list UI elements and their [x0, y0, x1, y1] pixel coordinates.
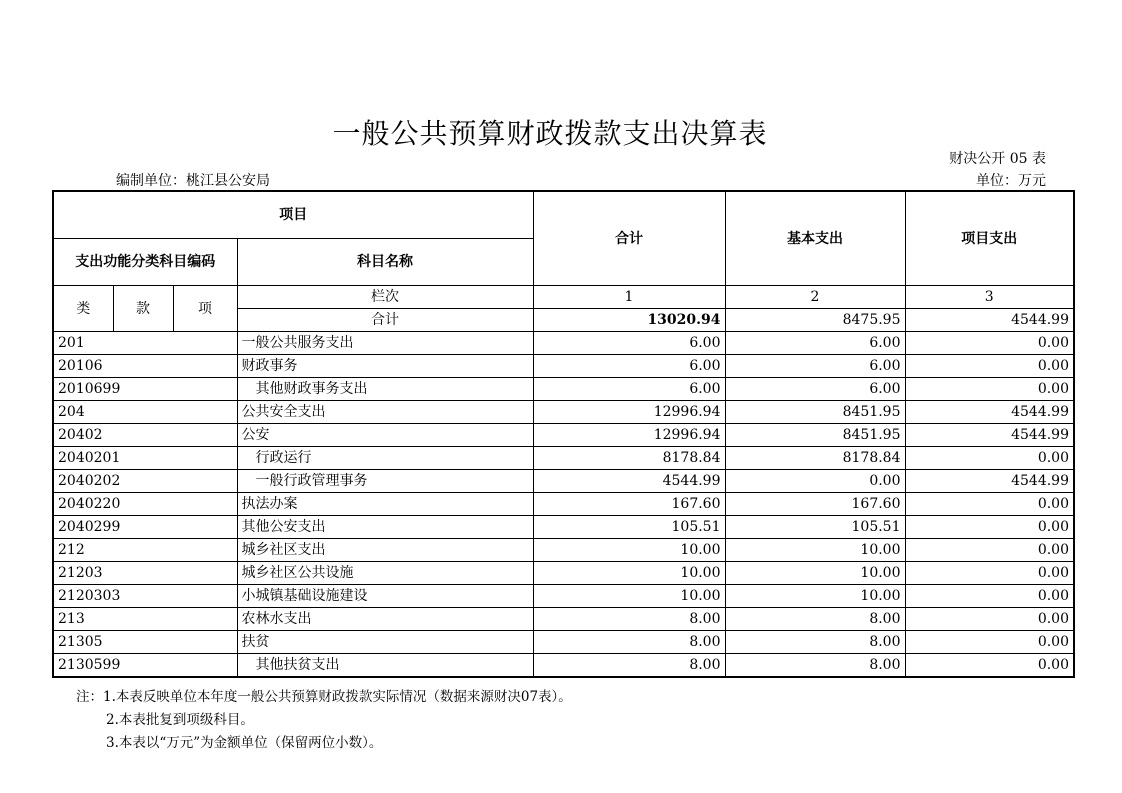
row-total: 8178.84	[533, 447, 725, 470]
row-code: 2040202	[53, 470, 237, 493]
row-name: 行政运行	[237, 447, 533, 470]
row-name: 扶贫	[237, 631, 533, 654]
row-total: 10.00	[533, 562, 725, 585]
row-basic: 8.00	[725, 654, 905, 678]
column-number-2: 2	[725, 286, 905, 309]
row-total: 8.00	[533, 608, 725, 631]
row-code: 20106	[53, 355, 237, 378]
row-project: 0.00	[905, 516, 1074, 539]
row-total: 105.51	[533, 516, 725, 539]
row-basic: 6.00	[725, 378, 905, 401]
header-name: 科目名称	[237, 239, 533, 286]
row-project: 0.00	[905, 378, 1074, 401]
table-row	[53, 562, 1074, 585]
total-row-total: 13020.94	[533, 309, 725, 332]
column-label: 栏次	[237, 286, 533, 309]
row-project: 0.00	[905, 585, 1074, 608]
row-code: 2130599	[53, 654, 237, 678]
row-total: 12996.94	[533, 401, 725, 424]
table-row	[53, 447, 1074, 470]
column-number-3: 3	[905, 286, 1074, 309]
row-name: 农林水支出	[237, 608, 533, 631]
header-kuan: 款	[113, 286, 173, 332]
row-name: 公安	[237, 424, 533, 447]
row-basic: 8451.95	[725, 401, 905, 424]
row-code: 201	[53, 332, 237, 355]
row-project: 0.00	[905, 447, 1074, 470]
row-basic: 8451.95	[725, 424, 905, 447]
row-basic: 10.00	[725, 539, 905, 562]
table-row	[53, 401, 1074, 424]
row-code: 212	[53, 539, 237, 562]
table-row	[53, 355, 1074, 378]
header-total: 合计	[533, 191, 725, 286]
row-code: 213	[53, 608, 237, 631]
row-total: 8.00	[533, 654, 725, 678]
total-row-basic: 8475.95	[725, 309, 905, 332]
row-name: 执法办案	[237, 493, 533, 516]
row-name: 财政事务	[237, 355, 533, 378]
row-name: 城乡社区公共设施	[237, 562, 533, 585]
row-basic: 6.00	[725, 355, 905, 378]
row-basic: 167.60	[725, 493, 905, 516]
row-name: 其他公安支出	[237, 516, 533, 539]
row-name: 其他财政事务支出	[237, 378, 533, 401]
total-row-project: 4544.99	[905, 309, 1074, 332]
table-row	[53, 516, 1074, 539]
row-project: 4544.99	[905, 424, 1074, 447]
row-total: 6.00	[533, 332, 725, 355]
row-project: 0.00	[905, 562, 1074, 585]
row-code: 204	[53, 401, 237, 424]
row-code: 2040299	[53, 516, 237, 539]
row-total: 6.00	[533, 355, 725, 378]
row-basic: 8.00	[725, 631, 905, 654]
row-code: 21203	[53, 562, 237, 585]
table-row	[53, 608, 1074, 631]
column-number-1: 1	[533, 286, 725, 309]
unit-label: 单位：万元	[976, 173, 1046, 189]
expenditure-table	[52, 190, 1075, 678]
row-code: 2040201	[53, 447, 237, 470]
row-name: 城乡社区支出	[237, 539, 533, 562]
row-project: 0.00	[905, 631, 1074, 654]
table-row	[53, 493, 1074, 516]
header-lei: 类	[53, 286, 113, 332]
table-row	[53, 539, 1074, 562]
row-project: 0.00	[905, 608, 1074, 631]
row-basic: 10.00	[725, 562, 905, 585]
notes	[76, 686, 572, 755]
row-total: 10.00	[533, 539, 725, 562]
row-code: 20402	[53, 424, 237, 447]
table-row	[53, 654, 1074, 678]
row-name: 一般行政管理事务	[237, 470, 533, 493]
row-total: 167.60	[533, 493, 725, 516]
page-title: 一般公共预算财政拨款支出决算表	[332, 117, 768, 150]
row-total: 10.00	[533, 585, 725, 608]
form-number: 财决公开 05 表	[949, 151, 1046, 167]
header-item: 项目	[53, 191, 533, 239]
row-basic: 8178.84	[725, 447, 905, 470]
row-total: 8.00	[533, 631, 725, 654]
total-row-label: 合计	[237, 309, 533, 332]
row-project: 4544.99	[905, 401, 1074, 424]
row-project: 0.00	[905, 654, 1074, 678]
table-row	[53, 585, 1074, 608]
row-total: 4544.99	[533, 470, 725, 493]
row-basic: 10.00	[725, 585, 905, 608]
row-basic: 8.00	[725, 608, 905, 631]
row-total: 6.00	[533, 378, 725, 401]
row-name: 公共安全支出	[237, 401, 533, 424]
table-row	[53, 332, 1074, 355]
organization-label: 编制单位：桃江县公安局	[116, 173, 270, 189]
row-code: 21305	[53, 631, 237, 654]
row-name: 其他扶贫支出	[237, 654, 533, 678]
row-project: 0.00	[905, 539, 1074, 562]
row-code: 2040220	[53, 493, 237, 516]
table-row	[53, 631, 1074, 654]
note-2: 2.本表批复到项级科目。	[106, 712, 254, 728]
note-1: 注：1.本表反映单位本年度一般公共预算财政拨款实际情况（数据来源财决07表）。	[76, 689, 572, 705]
row-project: 0.00	[905, 493, 1074, 516]
row-project: 0.00	[905, 355, 1074, 378]
row-basic: 0.00	[725, 470, 905, 493]
row-project: 4544.99	[905, 470, 1074, 493]
table-row	[53, 470, 1074, 493]
row-name: 一般公共服务支出	[237, 332, 533, 355]
header-basic: 基本支出	[725, 191, 905, 286]
row-code: 2010699	[53, 378, 237, 401]
header-project: 项目支出	[905, 191, 1074, 286]
row-name: 小城镇基础设施建设	[237, 585, 533, 608]
row-total: 12996.94	[533, 424, 725, 447]
row-code: 2120303	[53, 585, 237, 608]
table-row	[53, 424, 1074, 447]
row-basic: 105.51	[725, 516, 905, 539]
row-project: 0.00	[905, 332, 1074, 355]
note-3: 3.本表以“万元”为金额单位（保留两位小数）。	[106, 735, 383, 751]
header-xiang: 项	[173, 286, 237, 332]
header-code: 支出功能分类科目编码	[53, 239, 237, 286]
table-row	[53, 378, 1074, 401]
row-basic: 6.00	[725, 332, 905, 355]
